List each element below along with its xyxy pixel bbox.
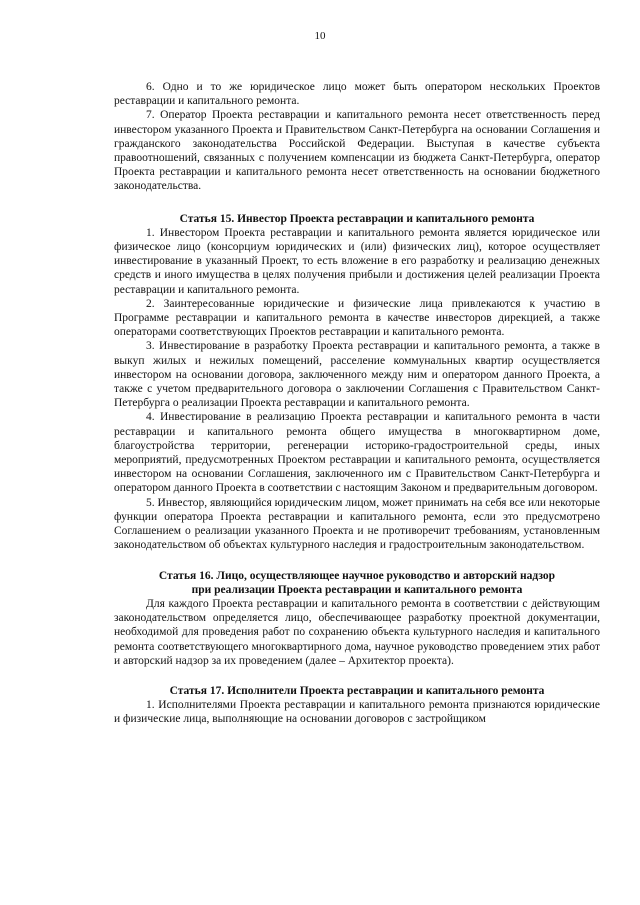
paragraph: 4. Инвестирование в реализацию Проекта реставрации и капитального ремонта в части реставрации и капитального ремонта общего имущества в многоквартирном доме, благоустройства территории, регенерации историко-градостроительной среды, иных мероприятий, предусмотренных Проектом реставрации и капитального ремонта, осуществляется инвестором на основании Соглашения, заключенного им с Правительством Санкт-Петербурга и оператором данного Проекта в соответствии с настоящим Законом и предварительным договором. bbox=[114, 411, 600, 495]
paragraph: 5. Инвестор, являющийся юридическим лицом, может принимать на себя все или некоторые функции оператора Проекта реставрации и капитального ремонта, если это предусмотрено Соглашением о реализации указанного Проекта и не противоречит требованиям, установленным законодательством об объектах культурного наследия и градостроительным законодательством. bbox=[114, 496, 600, 552]
paragraph: 1. Инвестором Проекта реставрации и капитального ремонта является юридическое или физическое лицо (консорциум юридических и (или) физических лиц), которое осуществляет инвестирование в указанный Проект, то есть вложение в его разработку и реализацию денежных средств и иного имущества в целях получения прибыли и достижения целей реализации Проекта реставрации и капитального ремонта. bbox=[114, 226, 600, 296]
document-body bbox=[114, 80, 600, 727]
paragraph: 6. Одно и то же юридическое лицо может быть оператором нескольких Проектов реставрации и капитального ремонта. bbox=[114, 81, 600, 108]
article-16-heading-line1: Статья 16. Лицо, осуществляющее научное руководство и авторский надзор bbox=[158, 569, 556, 582]
article-15-heading: Статья 15. Инвестор Проекта реставрации и капитального ремонта bbox=[179, 212, 535, 225]
page-number: 10 bbox=[314, 30, 326, 42]
article-16-heading bbox=[114, 569, 600, 597]
paragraph: Для каждого Проекта реставрации и капитального ремонта в соответствии с действующим законодательством определяется лицо, обеспечивающее разработку проектной документации, необходимой для проведения работ по сохранению объекта культурного наследия и капитального ремонта соответствующего многоквартирного дома, научное руководство проведением этих работ и авторский надзор за их проведением (далее – Архитектор проекта). bbox=[114, 597, 600, 667]
paragraph: 2. Заинтересованные юридические и физические лица привлекаются к участию в Программе реставрации и капитального ремонта в качестве инвесторов дирекцией, а также операторами соответствующих Проектов реставрации и капитального ремонта. bbox=[114, 297, 600, 339]
paragraph: 7. Оператор Проекта реставрации и капитального ремонта несет ответственность перед инвестором указанного Проекта и Правительством Санкт-Петербурга на основании Соглашения и гражданского законодательства Российской Федерации. Выступая в качестве субъекта правоотношений, связанных с получением компенсации из бюджета Санкт-Петербурга, оператор Проекта реставрации и капитального ремонта несет ответственность на основании бюджетного законодательства. bbox=[114, 109, 600, 193]
paragraph: 1. Исполнителями Проекта реставрации и капитального ремонта признаются юридические и физические лица, выполняющие на основании договоров с застройщиком bbox=[114, 699, 600, 726]
article-17-heading: Статья 17. Исполнители Проекта реставрации и капитального ремонта bbox=[169, 684, 545, 697]
article-16-heading-line2: при реализации Проекта реставрации и капитального ремонта bbox=[191, 583, 523, 596]
paragraph: 3. Инвестирование в разработку Проекта реставрации и капитального ремонта, а также в выкуп жилых и нежилых помещений, расселение коммунальных квартир осуществляется инвестором на основании договора, заключенного между ним и оператором данного Проекта, а также с учетом предварительного договора о заключении Соглашения с Правительством Санкт-Петербурга о реализации Проекта реставрации и капитального ремонта. bbox=[114, 340, 600, 410]
